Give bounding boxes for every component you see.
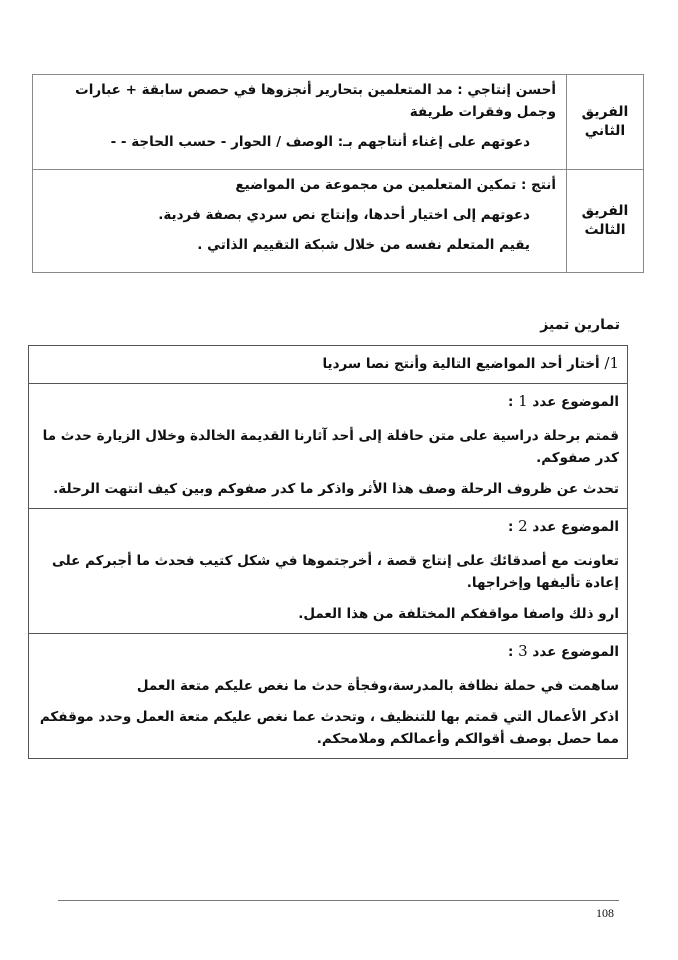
topic-paragraph: ارو ذلك واصفا مواقفكم المختلفة من هذا العمل. bbox=[298, 606, 619, 622]
content-line: أنتج : تمكين المتعلمين من مجموعة من المواضيع bbox=[235, 177, 556, 193]
topic-title bbox=[37, 515, 619, 538]
topic-paragraph: ساهمت في حملة نظافة بالمدرسة،وفجأة حدث ما نغص عليكم متعة العمل bbox=[136, 678, 619, 694]
content-line: يقيم المتعلم نفسه من خلال شبكة التقييم الذاتي . bbox=[197, 237, 530, 253]
topic-colon: : bbox=[508, 644, 514, 660]
topic-title-text: الموضوع عدد bbox=[532, 519, 619, 535]
topic-paragraph: تحدث عن ظروف الرحلة وصف هذا الأثر واذكر ما كدر صفوكم وبين كيف انتهت الرحلة. bbox=[53, 481, 619, 497]
team-row bbox=[33, 75, 644, 170]
topic-colon: : bbox=[508, 394, 514, 410]
exercises-box bbox=[28, 345, 628, 759]
content-line: وجمل وفقرات طريفة bbox=[409, 104, 556, 120]
topic-block bbox=[29, 509, 627, 634]
exercise-intro bbox=[29, 346, 627, 384]
topic-colon: : bbox=[508, 519, 514, 535]
teams-table bbox=[32, 74, 644, 273]
topic-paragraph: اذكر الأعمال التي قمتم بها للتنظيف ، وتحدث عما نغص عليكم متعة العمل وحدد موقفكم مما حصل بوصف أقوالكم وأعمالكم وملامحكم. bbox=[39, 709, 619, 747]
content-line: دعوتهم على إغناء أنتاجهم بـ: الوصف / الحوار - حسب الحاجة - - bbox=[110, 134, 530, 150]
topic-number: 3 bbox=[518, 642, 528, 660]
team-label-line1: الفريق bbox=[581, 104, 629, 120]
topic-title bbox=[37, 390, 619, 413]
topic-title-text: الموضوع عدد bbox=[532, 394, 619, 410]
team-row bbox=[33, 170, 644, 273]
topic-number: 2 bbox=[518, 517, 528, 535]
team-label-line1: الفريق bbox=[581, 203, 629, 219]
footer-divider bbox=[58, 900, 619, 901]
exercise-number: 1/ bbox=[604, 354, 619, 372]
page-number: 108 bbox=[596, 906, 614, 920]
team-label bbox=[567, 75, 644, 170]
topic-paragraph: قمتم برحلة دراسية على متن حافلة إلى أحد آثارنا القديمة الخالدة وخلال الزيارة حدث ما كدر صفوكم. bbox=[42, 428, 619, 466]
topic-number: 1 bbox=[518, 392, 528, 410]
team-label bbox=[567, 170, 644, 273]
exercise-instruction: أختار أحد المواضيع التالية وأنتج نصا سرديا bbox=[322, 356, 600, 372]
topic-block bbox=[29, 384, 627, 509]
topic-paragraph: تعاونت مع أصدقائك على إنتاج قصة ، أخرجتموها في شكل كتيب فحدث ما أجبركم على إعادة تأليفها وإخراجها. bbox=[52, 553, 619, 591]
content-line: دعوتهم إلى اختيار أحدها، وإنتاج نص سردي بصفة فردية. bbox=[158, 207, 530, 223]
topic-title bbox=[37, 640, 619, 663]
team-label-line2: الثاني bbox=[584, 123, 626, 139]
team-content bbox=[33, 75, 567, 170]
team-content bbox=[33, 170, 567, 273]
topic-block bbox=[29, 634, 627, 758]
topic-title-text: الموضوع عدد bbox=[532, 644, 619, 660]
content-line: أحسن إنتاجي : مد المتعلمين بتحارير أنجزوها في حصص سابقة + عبارات bbox=[75, 82, 556, 98]
team-label-line2: الثالث bbox=[584, 222, 626, 238]
section-heading: تمارين تميز bbox=[540, 317, 620, 333]
